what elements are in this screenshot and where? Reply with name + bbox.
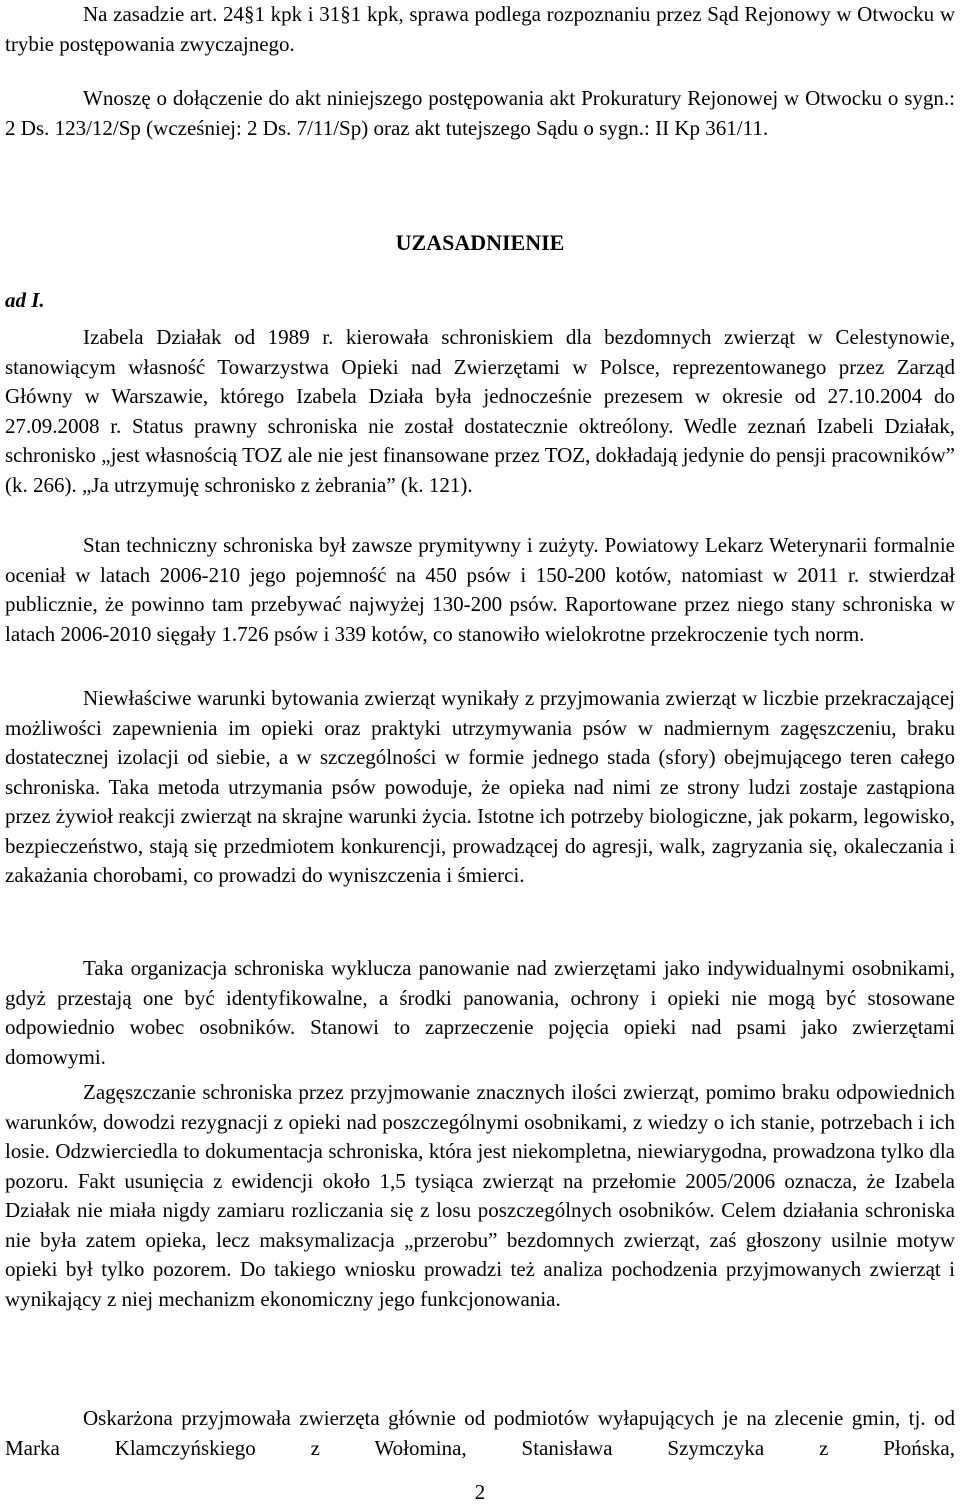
body-paragraph-organization: Taka organizacja schroniska wyklucza panowanie nad zwierzętami jako indywidualnymi osobnikami, gdyż przestają one być identyfikowalne, a środki panowania, ochrony i opieki nie mogą być stosowane odpowiednio wobec osobników. Stanowi to zaprzeczenie pojęcia opieki nad psami jako zwierzętami domowymi.: [5, 956, 955, 1069]
section-heading: UZASADNIENIE: [395, 230, 565, 255]
body-paragraph-technical-state: Stan techniczny schroniska był zawsze prymitywny i zużyty. Powiatowy Lekarz Weterynarii formalnie oceniał w latach 2006-210 jego pojemność na 450 psów i 150-200 kotów, natomiast w 2011 r. stwierdzał publicznie, że powinno tam przebywać najwyżej 130-200 psów. Raportowane przez niego stany schroniska w latach 2006-2010 sięgały 1.726 psów i 339 kotów, co stanowiło wielokrotne przekroczenie tych norm.: [5, 533, 955, 646]
intro-paragraph-venue: Na zasadzie art. 24§1 kpk i 31§1 kpk, sprawa podlega rozpoznaniu przez Sąd Rejonowy w Otwocku w trybie postępowania zwyczajnego.: [5, 2, 955, 56]
body-paragraph-shelter-status: Izabela Działak od 1989 r. kierowała schroniskiem dla bezdomnych zwierząt w Celestynowie, stanowiącym własność Towarzystwa Opieki nad Zwierzętami w Polsce, reprezentowanego przez Zarząd Główny w Warszawie, którego Izabela Działa była jednocześnie prezesem w okresie od 27.10.2004 do 27.09.2008 r. Status prawny schroniska nie został dostatecznie oktreólony. Wedle zeznań Izabeli Działak, schronisko „jest własnością TOZ ale nie jest finansowane przez TOZ, dokładają jedynie do pensji pracowników” (k. 266). „Ja utrzymuję schronisko z żebrania” (k. 121).: [5, 325, 955, 497]
section-label: ad I.: [5, 288, 45, 312]
body-paragraph-animal-sources: Oskarżona przyjmowała zwierzęta głównie od podmiotów wyłapujących je na zlecenie gmin, tj. od Marka Klamczyńskiego z Wołomina, Stanisława Szymczyka z Płońska,: [5, 1406, 955, 1460]
body-paragraph-overcrowding: Zagęszczanie schroniska przez przyjmowanie znacznych ilości zwierząt, pomimo braku odpowiednich warunków, dowodzi rezygnacji z opieki nad poszczególnymi osobnikami, z wiedzy o ich stanie, potrzebach i ich losie. Odzwierciedla to dokumentacja schroniska, która jest niekompletna, niewiarygodna, prowadzona tylko dla pozoru. Fakt usunięcia z ewidencji około 1,5 tysiąca zwierząt na przełomie 2005/2006 oznacza, że Izabela Działak nie miała nigdy zamiaru rozliczania się z losu poszczególnych osobników. Celem działania schroniska nie była zatem opieka, lecz maksymalizacja „przerobu” bezdomnych zwierząt, zaś głoszony usilnie motyw opieki był tylko pozorem. Do takiego wniosku prowadzi też analiza pochodzenia przyjmowanych zwierząt i wynikający z niej mechanizm ekonomiczny jego funkcjonowania.: [5, 1080, 955, 1311]
intro-paragraph-attach-files: Wnoszę o dołączenie do akt niniejszego postępowania akt Prokuratury Rejonowej w Otwocku o sygn.: 2 Ds. 123/12/Sp (wcześniej: 2 Ds. 7/11/Sp) oraz akt tutejszego Sądu o sygn.: II Kp 361/11.: [5, 86, 955, 140]
body-paragraph-living-conditions: Niewłaściwe warunki bytowania zwierząt wynikały z przyjmowania zwierząt w liczbie przekraczającej możliwości zapewnienia im opieki oraz praktyki utrzymywania psów w nadmiernym zagęszczeniu, braku dostatecznej izolacji od siebie, a w szczególności w formie jednego stada (sfory) obejmującego teren całego schroniska. Taka metoda utrzymania psów powoduje, że opieka nad nimi ze strony ludzi zostaje zastąpiona przez żywioł reakcji zwierząt na skrajne warunki życia. Istotne ich potrzeby biologiczne, jak pokarm, legowisko, bezpieczeństwo, stają się przedmiotem konkurencji, prowadzącej do agresji, walk, zagryzania się, okaleczania i zakażania chorobami, co prowadzi do wyniszczenia i śmierci.: [5, 686, 955, 887]
page-number: 2: [474, 1480, 486, 1504]
